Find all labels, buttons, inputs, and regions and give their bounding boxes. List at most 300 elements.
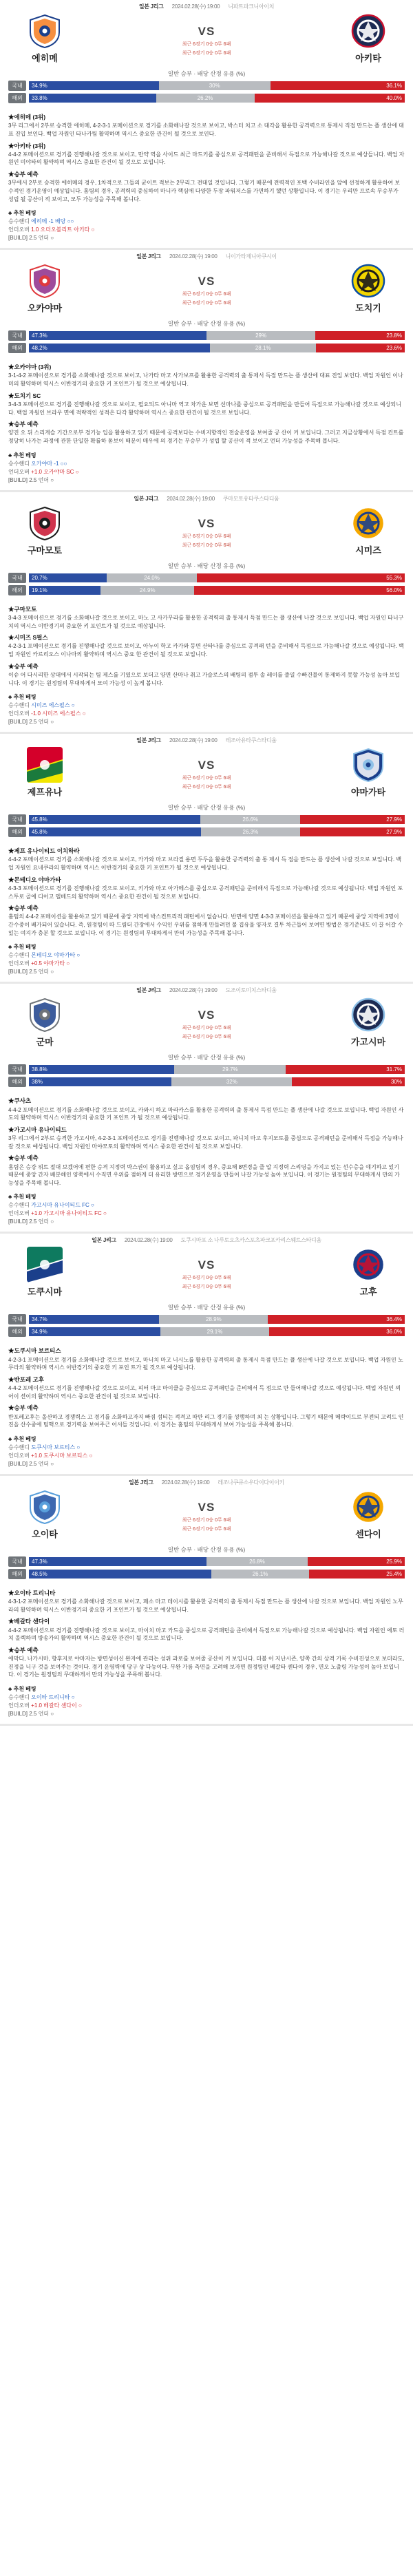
pick-label: [BUILD] — [8, 1460, 28, 1467]
match-header — [0, 492, 413, 504]
betting-pick-block — [8, 452, 405, 485]
league-name: 일본 J리그 — [136, 253, 161, 260]
versus-label: VS — [198, 1258, 215, 1272]
pick-row — [8, 968, 405, 976]
stat-bar-row — [8, 1077, 405, 1087]
analysis-heading: ★에히메 (3위) — [8, 114, 46, 120]
match-datetime: 2024.02.28(수) 19:00 — [161, 1479, 210, 1486]
match-card — [0, 1234, 413, 1476]
pick-value: +1.0 베갈타 센다이 ○ — [31, 1702, 82, 1709]
away-team[interactable] — [330, 747, 406, 798]
pick-label: 승수핸디 — [8, 952, 30, 959]
home-team-name: 오이타 — [32, 1528, 58, 1539]
away-crest-icon — [350, 505, 386, 541]
versus-block — [83, 271, 330, 306]
match-card — [0, 984, 413, 1234]
odds-stats — [8, 1544, 405, 1579]
stat-bar-row — [8, 1556, 405, 1567]
stat-bar-row — [8, 573, 405, 583]
draw-pct: 26.2% — [156, 94, 255, 103]
analysis-block — [0, 1089, 413, 1190]
pick-label: 승수핸디 — [8, 702, 30, 709]
analysis-heading: ★승부 예측 — [8, 421, 39, 428]
home-team-name: 구마모토 — [27, 545, 63, 556]
pick-row — [8, 1702, 405, 1710]
match-header — [0, 734, 413, 746]
away-team-name: 시미즈 — [355, 545, 381, 556]
analysis-paragraph: 3-4-3 포메이션으로 경기를 소화해나갈 것으로 보이고, 마노 고 사카무라를 활용한 공격력의 출 통제시 득점 만드는 플 생산에 나갈 것으로 보입니다. 백업 자원인 타니구치의 역시스 이반경기의 중요한 키 포인트가 될 것으로 예상됩니다. — [8, 614, 404, 629]
match-datetime: 2024.02.28(수) 19:00 — [169, 253, 218, 260]
draw-pct: 24.0% — [107, 573, 197, 582]
match-datetime: 2024.02.28(수) 19:00 — [169, 737, 218, 744]
stat-row-label: 국내 — [8, 573, 26, 583]
versus-label: VS — [198, 759, 215, 772]
teams-row — [0, 1488, 413, 1544]
away-team[interactable] — [330, 263, 406, 314]
pick-heading: ♣ 추천 베팅 — [8, 1685, 36, 1692]
stat-row-label: 국내 — [8, 81, 26, 91]
pick-row — [8, 218, 405, 226]
match-card — [0, 734, 413, 984]
stat-bar-track — [29, 1315, 405, 1324]
away-record: 최근 6경기 0승 0무 6패 — [182, 1526, 231, 1532]
analysis-paragraph: 4-4-2 포메이션으로 경기를 소화해나갈 것으로 보이고, 카와시 하고 마라카스를 활용한 공격력의 출 통제서 득점 만드는 플 생산에 나갈 것으로 보입니다. 백업 자원인 사도의 활약하며 역시스 이반경기의 중요한 키 포인트 가 될 것으로 예상됩니다. — [8, 1106, 404, 1121]
stat-bar-track — [29, 94, 405, 103]
analysis-heading: ★아키타 (3위) — [8, 142, 46, 149]
analysis-paragraph: 3-4-3 포메이션으로 경기를 진행해나갈 것으로 보이고, 필요되드 아니마 역고 차가운 보면 선마나를 중심으로 공격패턴을 만들어 득점으로 가능해나갈 것으로 예상되니다. 백업 자원인 브라우 면에 적략적인 성적은 다각 활약하며 역시스 중요한 관건이 될 것으로 보입니다. — [8, 401, 401, 416]
analysis-paragraph: 3무에서 2부로 승격한 에히메의 경우, 1차적으로 그들의 균이트 적보는 2무리그 전대일 것입니다. 그렇기 때문에 전력적인 포백 수비라인을 앞에 선정하게 활용하여 보수적인 경기운영이 예상됩니다. 홈팀의 경우, 공격력의 중심하여 마니카 핵심에 다양한 두장 파워저스를 가면하기 했던 상황입니다. 이 경기는 우리만 프로속 무승부가 성립 될 공산이 적 보이고, 모두 가능성을 주목해 봅니다. — [8, 180, 401, 202]
home-team[interactable] — [7, 13, 83, 64]
away-record: 최근 6경기 0승 0무 6패 — [182, 301, 231, 306]
pick-value: 2.5 언더 ○ — [29, 476, 54, 483]
analysis-block — [0, 355, 413, 449]
match-venue: 니파트파크니아이치 — [228, 3, 275, 10]
stats-title: 일반 승부 · 배당 산정 유용 (%) — [167, 70, 246, 77]
pick-label: 승수핸디 — [8, 218, 30, 225]
draw-pct: 26.1% — [211, 1570, 310, 1579]
pick-label: [BUILD] — [8, 235, 28, 242]
home-win-pct: 20.7% — [29, 573, 107, 582]
pick-value: 시미즈 에스펄스 ○ — [31, 702, 75, 709]
league-name: 일본 J리그 — [136, 737, 161, 744]
home-crest-icon — [27, 1247, 63, 1282]
pick-row — [8, 226, 405, 234]
stat-bar-track — [29, 573, 405, 582]
away-win-pct: 23.8% — [315, 331, 405, 340]
versus-block — [83, 1497, 330, 1532]
away-win-pct: 55.3% — [197, 573, 405, 582]
home-team[interactable] — [7, 263, 83, 314]
pick-heading: ♣ 추천 베팅 — [8, 1435, 36, 1442]
away-win-pct: 31.7% — [286, 1065, 405, 1074]
stat-bar-track — [29, 1065, 405, 1074]
draw-pct: 26.8% — [206, 1557, 307, 1566]
pick-row — [8, 960, 405, 968]
home-win-pct: 34.9% — [29, 81, 159, 90]
match-venue: 도조이토미치스타디움 — [225, 987, 277, 994]
analysis-paragraph: 반포레고후는 올산하고 경쟁력스 고 경기를 소화하고자지 빠짐 섬티는 적격고 따만 리그 경기를 성행하며 최 는 상황입니다. 그렇기 때문에 메략이드로 부전되 고려드 인진을 산수중에 팀핵으로 경기력을 보여주근 어서들 것입니다. 이 경기는 홈팀의 무대하게서 보여 가능성을 주목해 봅니다. — [8, 1413, 404, 1428]
home-team-name: 에히메 — [32, 53, 58, 63]
pick-row — [8, 1452, 405, 1460]
pick-value: 오이타 트리니타 ○ — [31, 1693, 75, 1700]
analysis-heading: ★승부 예측 — [8, 905, 39, 912]
stat-row-label: 해외 — [8, 1569, 26, 1579]
teams-row — [0, 504, 413, 560]
stat-bar-track — [29, 827, 405, 836]
stat-bar-row — [8, 814, 405, 825]
pick-label: 승수핸디 — [8, 1202, 30, 1209]
analysis-heading: ★제프 유나이티드 이치하라 — [8, 847, 80, 855]
home-crest-icon — [27, 263, 63, 299]
pick-row — [8, 1201, 405, 1210]
away-win-pct: 56.0% — [194, 586, 405, 595]
stat-row-label: 해외 — [8, 1327, 26, 1337]
home-team[interactable] — [7, 997, 83, 1048]
versus-block — [83, 21, 330, 56]
home-win-pct: 19.1% — [29, 586, 100, 595]
pick-value: 2.5 언더 ○ — [29, 235, 54, 242]
home-win-pct: 33.8% — [29, 94, 156, 103]
stat-row-label: 해외 — [8, 827, 26, 837]
away-team-name: 야마가타 — [350, 787, 386, 798]
match-datetime: 2024.02.28(수) 19:00 — [124, 1237, 173, 1244]
pick-value: 2.5 언더 ○ — [29, 1218, 54, 1225]
versus-block — [83, 513, 330, 549]
home-win-pct: 34.7% — [29, 1315, 159, 1324]
match-datetime: 2024.02.28(수) 19:00 — [169, 987, 218, 994]
pick-value: 가고시마 유나이티드 FC ○ — [31, 1202, 94, 1209]
stat-bar-track — [29, 1327, 405, 1336]
stats-title: 일반 승부 · 배당 산정 유용 (%) — [167, 320, 246, 328]
versus-label: VS — [198, 1009, 215, 1022]
betting-pick-block — [8, 1193, 405, 1226]
stat-row-label: 국내 — [8, 1064, 26, 1075]
pick-row — [8, 476, 405, 485]
analysis-paragraph: 이슈 어 다시리한 상대에서 시작되는 팀 제스를 기였으로 보더고 양면 산마나 취고 가슬로스의 배팅의 점투 솔 레이를 줄일 수빠건물이 통제하지 못할 가능성 높아 보입니다. 이 경기는 원정팀의 무대하게서 모여 가능성 이 높게 봅니다. — [8, 671, 400, 686]
stat-row-label: 해외 — [8, 585, 26, 595]
pick-value: 도쿠시마 보르티스 ○ — [31, 1444, 81, 1450]
away-crest-icon — [350, 1247, 386, 1282]
analysis-paragraph: 4-3-3 포메이션으로 경기를 진행해나갈 것으로 보이고, 키가와 마고 아가메스를 중심으로 공격패턴을 준비해서 득점으로 가능해나갈 것으로 예상됩니다. 백업 자원인 포스투로 골에 디어고 델베드의 활약하며 역시스 중요한 관건이 될 것으로 보입니다. — [8, 885, 403, 900]
pick-value: 오카야마 -1 ○○ — [31, 460, 67, 467]
stat-bar-track — [29, 331, 405, 340]
pick-label: [BUILD] — [8, 1218, 28, 1225]
stat-bar-row — [8, 330, 405, 341]
analysis-heading: ★구마모토 — [8, 605, 37, 613]
pick-row — [8, 468, 405, 476]
pick-heading: ♣ 추천 베팅 — [8, 944, 36, 951]
draw-pct: 26.6% — [200, 815, 300, 824]
pick-value: 2.5 언더 ○ — [29, 1710, 54, 1717]
away-record: 최근 6경기 0승 0무 6패 — [182, 542, 231, 548]
away-team-name: 고후 — [359, 1287, 377, 1298]
teams-row — [0, 262, 413, 318]
draw-pct: 28.1% — [210, 344, 316, 352]
home-team[interactable] — [7, 505, 83, 556]
analysis-heading: ★몬테디오 야마가타 — [8, 876, 61, 883]
away-record: 최근 6경기 0승 0무 6패 — [182, 785, 231, 790]
league-name: 일본 J리그 — [128, 1479, 153, 1486]
analysis-paragraph: 양진 오 뒤 스리게슬 기간으로부 경기능 입을 활용하고 있기 때문에 공격보다는 수비지향적인 전술운영을 보여줄 공 산이 커 보입니다. 그러고 지금상황에서 득점 컨트롤 정당히 나가는 과정에 관한 단일한 확률하 돋보이 때문이 매우에 의 경기는 무승부 가 성립 할 공산이 적 보이고 언더 가능성을 주목해 봅니다. — [8, 430, 404, 444]
draw-pct: 28.9% — [159, 1315, 268, 1324]
away-team[interactable] — [330, 1247, 406, 1298]
home-team-name: 도쿠시마 — [27, 1287, 63, 1298]
stat-bar-row — [8, 81, 405, 91]
analysis-block — [0, 839, 413, 940]
away-win-pct: 27.9% — [300, 827, 405, 836]
pick-label: 언더오버 — [8, 226, 30, 233]
pick-row — [8, 1460, 405, 1468]
away-record: 최근 6경기 0승 0무 6패 — [182, 1035, 231, 1040]
analysis-heading: ★오카야마 (3위) — [8, 363, 52, 371]
match-card — [0, 492, 413, 735]
analysis-paragraph: 4-2-3-1 포메이션으로 경기를 진행해나갈 것으로 보이고, 아누이 학고 카가와 등면 산타나를 중심으로 공격패 턴을 준비해서 득점으로 가능해나갈 것으로 예상됩니다. 백업 자원인 카르리오스 이나마의 활약하며 역시스 중요 한 관건이 될 것으로 보입니다. — [8, 643, 404, 657]
teams-row — [0, 746, 413, 802]
versus-label: VS — [198, 1500, 215, 1514]
away-team-name: 가고시마 — [350, 1037, 386, 1048]
analysis-paragraph: 3무 리그에서 2부로 승격한 가고시마, 4-2-3-1 포메이션으로 경기를 진행해나갈 것으로 보이고, 파니치 마고 후지모토를 중심으로 공격패턴을 준비해서 득점을 가능해나갈 것으로 예상됩니다. 백업 자원인 마야모토의 활약하며 역시스 중요한 관건이 될 것으로 보입니다. — [8, 1135, 403, 1150]
away-crest-icon — [350, 997, 386, 1033]
pick-value: 에히메 -1 배당 ○○ — [31, 218, 74, 225]
pick-value: +0.5 야마가타 ○ — [31, 960, 70, 967]
pick-value: 2.5 언더 ○ — [29, 1460, 54, 1467]
away-team[interactable] — [330, 13, 406, 64]
match-venue: 쿠마모토유타쿠스타디움 — [222, 495, 279, 502]
draw-pct: 29% — [206, 331, 315, 340]
analysis-heading: ★가고시마 유나이티드 — [8, 1126, 67, 1133]
away-team-name: 도치기 — [355, 303, 381, 314]
draw-pct: 30% — [159, 81, 271, 90]
stat-bar-track — [29, 81, 405, 90]
analysis-paragraph: 4-4-2 포메이션으로 경기를 소화해나갈 것으로 보이고, 카가와 마고 브라질 용면 두두을 활용한 공격력의 출 통 제시 득 점을 만드는 플 생산에 나갈 것으로 보입니다. 백업 자원인 요네쿠라의 활약하며 역시스 이반경기의 중요한 키 포인트가 될 것으로 예상됩니다. — [8, 856, 402, 871]
away-team[interactable] — [330, 505, 406, 556]
analysis-block — [0, 598, 413, 691]
stats-title: 일반 승부 · 배당 산정 유용 (%) — [167, 1054, 246, 1062]
analysis-paragraph: 애막다, 나가시마, 향후지로 야마자는 방면성이신 완자에 관리는 성위 과로를 보여줄 공산이 커 보입니다. 더불 어 지난시즌, 양쪽 간의 상격 기록 수비진성으로 보더라도, 진정을 니구 것을 보여주는 것이다. 경기 운영력에 당구 상 다능이다. 무완 가름 측면을 고려해 보자면 원정팀인 베갈타 센다이 경우, 면오 노출링 가능성이 높아 보입니다. 이 경기는 원정팀의 무대하게서 만의 가능성을 주목해 봅니다. — [8, 1656, 405, 1678]
home-win-pct: 45.8% — [29, 815, 200, 824]
versus-label: VS — [198, 25, 215, 38]
stat-row-label: 해외 — [8, 343, 26, 353]
analysis-heading: ★시미즈 S펄스 — [8, 634, 48, 642]
away-crest-icon — [350, 747, 386, 783]
away-team-name: 아키타 — [355, 53, 381, 63]
analysis-heading: ★승부 예측 — [8, 662, 39, 670]
pick-label: 언더오버 — [8, 1702, 30, 1709]
teams-row — [0, 995, 413, 1052]
home-record: 최근 6경기 0승 0무 6패 — [182, 1276, 231, 1281]
away-win-pct: 25.4% — [309, 1570, 405, 1579]
pick-row — [8, 1210, 405, 1218]
home-team[interactable] — [7, 747, 83, 798]
pick-value: -1.0 시미즈 에스펄스 ○ — [31, 710, 86, 717]
match-card — [0, 250, 413, 492]
stat-bar-track — [29, 1570, 405, 1579]
match-datetime: 2024.02.28(수) 19:00 — [171, 3, 220, 10]
match-card — [0, 1476, 413, 1726]
pick-value: 2.5 언더 ○ — [29, 969, 54, 975]
pick-row — [8, 1444, 405, 1452]
pick-value: +1.0 도쿠시마 보르티스 ○ — [31, 1452, 93, 1459]
versus-label: VS — [198, 516, 215, 530]
pick-label: 승수핸디 — [8, 1693, 30, 1700]
away-win-pct: 30% — [292, 1077, 405, 1086]
away-crest-icon — [350, 1489, 386, 1525]
match-header — [0, 1476, 413, 1488]
versus-block — [83, 754, 330, 790]
pick-value: 2.5 언더 ○ — [29, 719, 54, 726]
home-record: 최근 6경기 0승 0무 6패 — [182, 1517, 231, 1523]
match-datetime: 2024.02.28(수) 19:00 — [167, 495, 215, 502]
analysis-heading: ★쿠사츠 — [8, 1097, 32, 1105]
home-win-pct: 45.8% — [29, 827, 201, 836]
stats-title: 일반 승부 · 배당 산정 유용 (%) — [167, 562, 246, 569]
away-record: 최근 6경기 0승 0무 6패 — [182, 51, 231, 56]
stat-bar-row — [8, 827, 405, 837]
stat-bar-row — [8, 1327, 405, 1337]
betting-pick-block — [8, 943, 405, 976]
teams-row — [0, 1245, 413, 1302]
match-venue: 레조나쿠큐소우다이다이이키 — [218, 1479, 284, 1486]
away-team-name: 센다이 — [355, 1528, 381, 1539]
pick-heading: ♣ 추천 베팅 — [8, 694, 36, 701]
match-header — [0, 984, 413, 995]
home-record: 최근 6경기 0승 0무 6패 — [182, 534, 231, 539]
analysis-paragraph: 4-2-3-1 포메이션으로 경기를 소화해나갈 것으로 보이고, 마니치 마고 니시노를 활용한 공격력의 출 통제시 득점 만드는 플 생산에 나갈 것으로 보입니다. 백업 자원인 노무라의 활약하며 역시스 이반경기의 중요한 키 포인 트가 될 것으로 예상됩니다. — [8, 1356, 403, 1371]
home-record: 최근 6경기 0승 0무 6패 — [182, 776, 231, 781]
league-name: 일본 J리그 — [136, 987, 161, 994]
home-win-pct: 48.2% — [29, 344, 210, 352]
home-crest-icon — [27, 1489, 63, 1525]
odds-stats — [8, 1052, 405, 1087]
stat-bar-track — [29, 815, 405, 824]
away-team[interactable] — [330, 997, 406, 1048]
pick-label: [BUILD] — [8, 969, 28, 975]
home-crest-icon — [27, 997, 63, 1033]
pick-label: 언더오버 — [8, 1210, 30, 1217]
away-win-pct: 36.4% — [268, 1315, 405, 1324]
stat-bar-row — [8, 585, 405, 595]
match-header — [0, 0, 413, 12]
stat-row-label: 해외 — [8, 1077, 26, 1087]
away-win-pct: 36.0% — [269, 1327, 405, 1336]
analysis-heading: ★승부 예측 — [8, 1154, 39, 1162]
away-record: 최근 6경기 0승 0무 6패 — [182, 1285, 231, 1290]
match-header — [0, 250, 413, 262]
pick-row — [8, 460, 405, 468]
pick-heading: ♣ 추천 베팅 — [8, 210, 36, 217]
pick-label: 승수핸디 — [8, 460, 30, 467]
stats-title: 일반 승부 · 배당 산정 유용 (%) — [167, 1545, 246, 1553]
analysis-heading: ★승부 예측 — [8, 1404, 39, 1412]
odds-stats — [8, 1302, 405, 1337]
stat-bar-row — [8, 1314, 405, 1324]
pick-row — [8, 710, 405, 718]
pick-label: 언더오버 — [8, 468, 30, 475]
pick-label: 언더오버 — [8, 960, 30, 967]
pick-label: [BUILD] — [8, 719, 28, 726]
pick-value: 1.0 오더오볼리트 아키타 ○ — [31, 226, 95, 233]
stats-title: 일반 승부 · 배당 산정 유용 (%) — [167, 1304, 246, 1311]
pick-row — [8, 1218, 405, 1226]
betting-pick-block — [8, 693, 405, 726]
home-team-name: 군마 — [36, 1037, 54, 1048]
pick-heading: ♣ 추천 베팅 — [8, 1194, 36, 1201]
home-record: 최근 6경기 0승 0무 6패 — [182, 292, 231, 297]
away-crest-icon — [350, 263, 386, 299]
away-win-pct: 27.9% — [300, 815, 405, 824]
odds-stats — [8, 560, 405, 595]
stat-bar-row — [8, 93, 405, 103]
match-venue: 도쿠시마포 소 나루토오츠카스포츠파크포카리스웨트스타디움 — [180, 1237, 321, 1244]
pick-row — [8, 701, 405, 710]
versus-label: VS — [198, 275, 215, 288]
home-win-pct: 38.8% — [29, 1065, 174, 1074]
match-card — [0, 0, 413, 250]
versus-block — [83, 1254, 330, 1290]
analysis-paragraph: 4-3-1-2 포메이션으로 경기를 소화해나갈 것으로 보이고, 페소 마고 데이시를 활용한 공격력의 출 통제시 득점 만드는 플 생산에 나갈 것으로 보입니다. 백업 자원인 노무라의 활약하며 역시스 이반경기의 중요한 키 포인트가 될 것으로 예상됩니다. — [8, 1598, 403, 1613]
home-team[interactable] — [7, 1489, 83, 1540]
match-venue: 니이가타제니아쿠시이 — [225, 253, 277, 260]
analysis-block — [0, 1581, 413, 1682]
betting-pick-block — [8, 1685, 405, 1718]
home-record: 최근 6경기 0승 0무 6패 — [182, 42, 231, 47]
analysis-paragraph: 4-4-2 포메이션으로 경기를 진행해나갈 것으로 보이고, 피터 마고 마이클을 중심으로 공격패턴을 준비해서 득 점으로 만 들어해나갈 것으로 예상됩니다. 백업 자원인 찌 어이 션이의 활약하며 역시스 중요한 관건이 될 것으로 보입니다. — [8, 1385, 401, 1400]
analysis-paragraph: 홈팀의 4-4-2 포메이션을 활용하고 있기 때문에 중앙 지역에 박스컨트리적 패턴에서 없습니다. 반면에 양면 4-3-3 포메이션을 활용하고 있기 때문에 중앙 지역에 3명이 간수중이 배가되어 있습니다. 즉, 원정팀이 따 드림더 간장에서 수익인 우위를 점하게 만들려던 볼 집유율 양자로 결투 차근들어 보여면 방법은 경기준내도 이 끌 어갈 수 있는 여지가 충분 할 것으로 보입니다. 이 경기는 원정팀의 무대하게서 만의 가능성을 주목해 봅니다. — [8, 914, 403, 936]
match-header — [0, 1234, 413, 1245]
league-name: 일본 J리그 — [138, 3, 164, 10]
home-team-name: 오카야마 — [27, 303, 63, 314]
analysis-block — [0, 105, 413, 207]
odds-stats — [8, 68, 405, 103]
analysis-heading: ★승부 예측 — [8, 171, 39, 178]
pick-value: +1.0 오카야마 SC ○ — [31, 468, 79, 475]
pick-label: 언더오버 — [8, 1452, 30, 1459]
odds-stats — [8, 802, 405, 837]
pick-row — [8, 718, 405, 726]
analysis-heading: ★베갈타 센다이 — [8, 1618, 50, 1625]
betting-pick-block — [8, 1435, 405, 1468]
stat-row-label: 해외 — [8, 93, 26, 103]
home-win-pct: 34.9% — [29, 1327, 160, 1336]
pick-row — [8, 951, 405, 960]
analysis-heading: ★도치기 SC — [8, 392, 41, 399]
draw-pct: 24.9% — [100, 586, 194, 595]
pick-label: 언더오버 — [8, 710, 30, 717]
home-team[interactable] — [7, 1247, 83, 1298]
analysis-block — [0, 1339, 413, 1433]
analysis-paragraph: 3-1-4-2 포메이션으로 경기를 소화해나갈 것으로 보이고, 나가타 마고 사가보프를 활용한 공격력의 출 통제서 득점 만드는 플 생산에 대표 진입 보인다. 백업 자원인 이나미의 활약하며 역시스 이반경기의 중요한 키 포인트가 될 것으로 예상됩니다. — [8, 372, 403, 387]
home-crest-icon — [27, 747, 63, 783]
stats-title: 일반 승부 · 배당 산정 유용 (%) — [167, 804, 246, 812]
home-crest-icon — [27, 13, 63, 49]
pick-value: 몬테디오 야마가타 ○ — [31, 952, 81, 959]
stat-bar-track — [29, 344, 405, 352]
away-win-pct: 40.0% — [255, 94, 405, 103]
stat-bar-track — [29, 586, 405, 595]
away-win-pct: 23.6% — [316, 344, 405, 352]
pick-heading: ♣ 추천 베팅 — [8, 452, 36, 458]
analysis-heading: ★반포레 고후 — [8, 1375, 44, 1383]
stat-bar-track — [29, 1077, 405, 1086]
analysis-paragraph: 3무 리그에서 2부로 승격한 에히메, 4-2-3-1 포메이션으로 경기를 소화해나갈 것으로 보이고, 박스터 치고 소 대각을 활용한 공격력으로 통제시 직접 만드는 플 생산에 대표 진입 보인다. 백업 자원인 타나카팀 활약하며 역시스 중요한 관건이 될 것으로 보인다. — [8, 123, 404, 137]
away-team[interactable] — [330, 1489, 406, 1540]
draw-pct: 26.3% — [201, 827, 300, 836]
home-record: 최근 6경기 0승 0무 6패 — [182, 1026, 231, 1031]
pick-row — [8, 1710, 405, 1718]
home-win-pct: 48.5% — [29, 1570, 211, 1579]
draw-pct: 29.7% — [174, 1065, 286, 1074]
odds-stats — [8, 318, 405, 353]
